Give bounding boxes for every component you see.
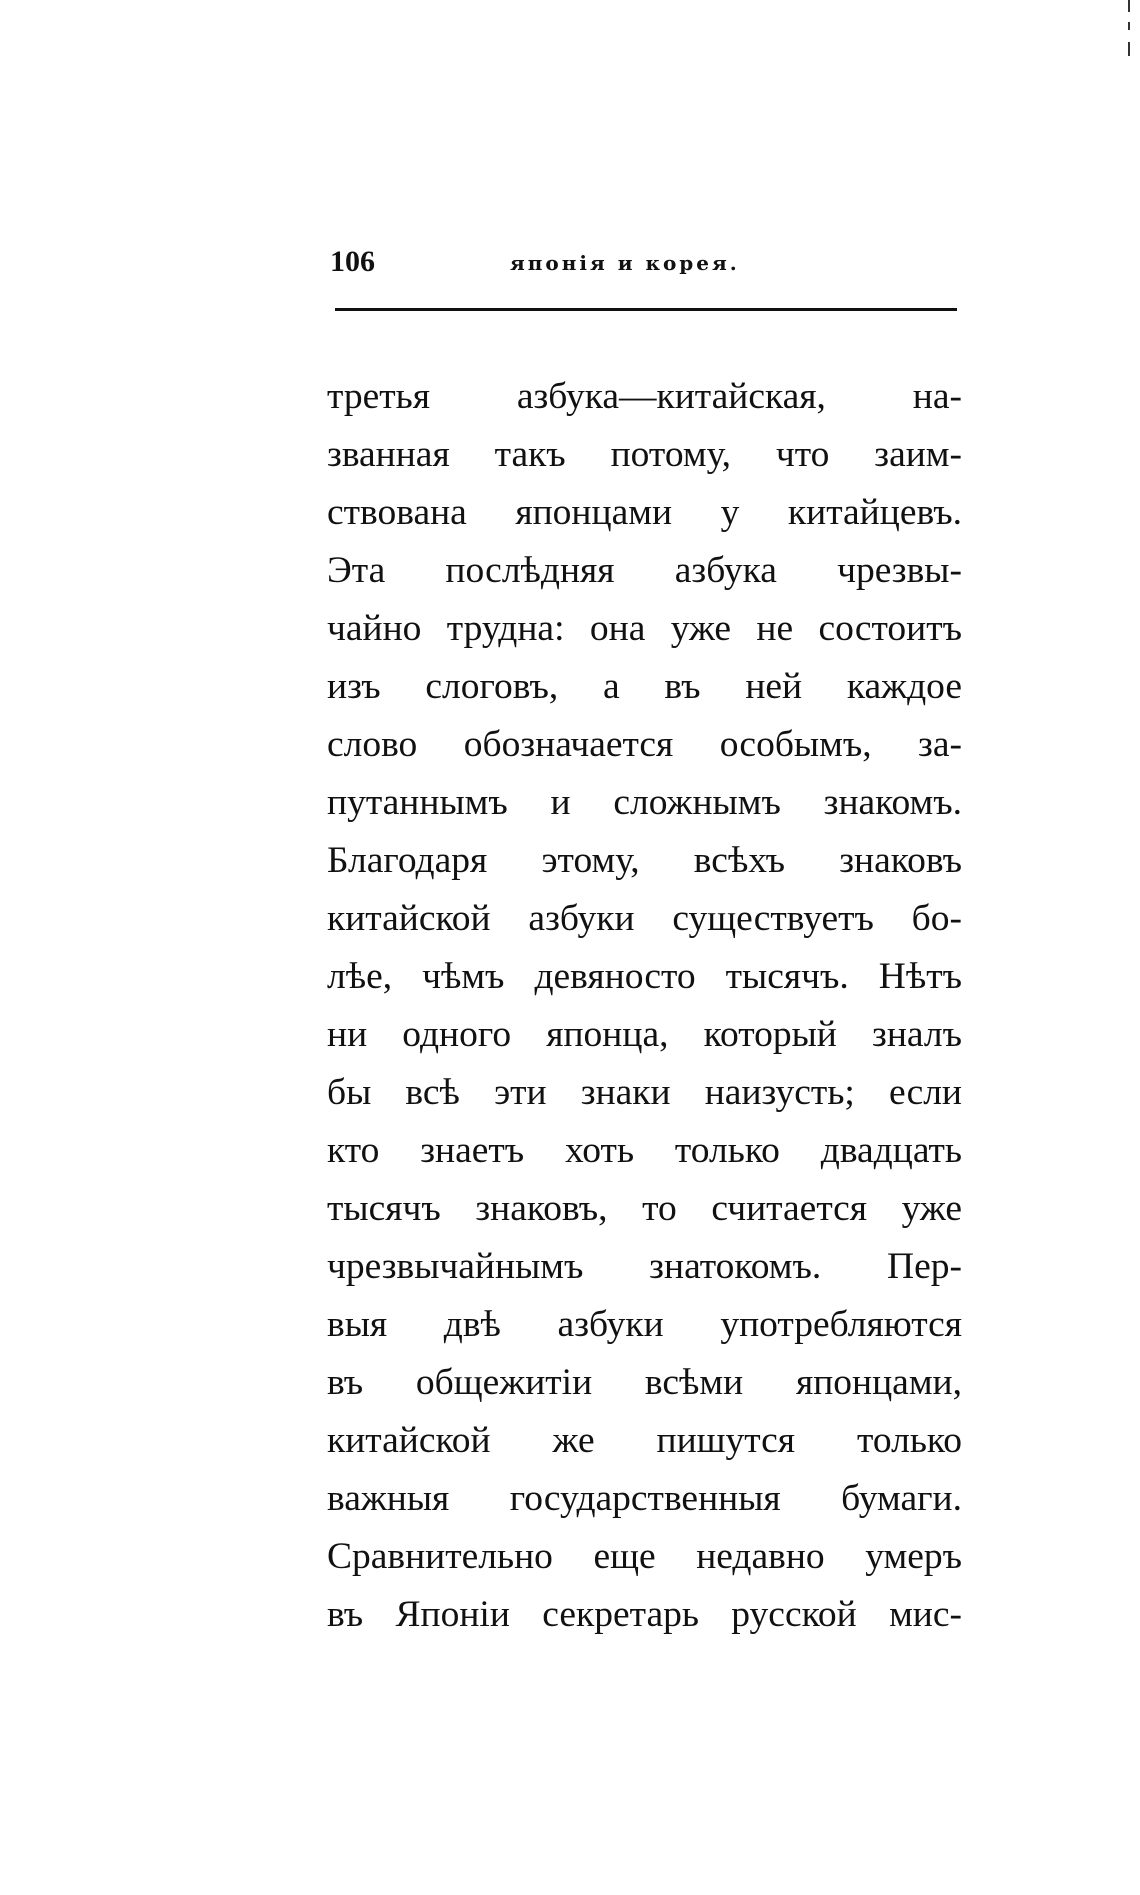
edge-marks — [1128, 0, 1132, 70]
text-line: ни одного японца, который зналъ — [327, 1014, 962, 1055]
text-line: въ Японіи секретарь русской мис- — [327, 1594, 962, 1635]
text-line: Сравнительно еще недавно умеръ — [327, 1536, 962, 1577]
text-line: китайской же пишутся только — [327, 1420, 962, 1461]
text-line: званная такъ потому, что заим- — [327, 434, 962, 475]
header-rule — [335, 308, 957, 311]
text-line: путаннымъ и сложнымъ знакомъ. — [327, 782, 962, 823]
text-line: въ общежитіи всѣми японцами, — [327, 1362, 962, 1403]
text-line: чайно трудна: она уже не состоитъ — [327, 608, 962, 649]
text-line: выя двѣ азбуки употребляются — [327, 1304, 962, 1345]
text-line: лѣе, чѣмъ девяносто тысячъ. Нѣтъ — [327, 956, 962, 997]
running-header — [330, 245, 960, 285]
page-number: 106 — [330, 245, 375, 278]
text-line: ствована японцами у китайцевъ. — [327, 492, 962, 533]
text-line: тысячъ знаковъ, то считается уже — [327, 1188, 962, 1229]
text-line: третья азбука—китайская, на- — [327, 376, 962, 417]
text-line: чрезвычайнымъ знатокомъ. Пер- — [327, 1246, 962, 1287]
text-line: китайской азбуки существуетъ бо- — [327, 898, 962, 939]
text-line: изъ слоговъ, а въ ней каждое — [327, 666, 962, 707]
text-line: Эта послѣдняя азбука чрезвы- — [327, 550, 962, 591]
body-text — [327, 368, 962, 1644]
text-line: важныя государственныя бумаги. — [327, 1478, 962, 1519]
running-title: японія и корея. — [510, 251, 740, 275]
text-line: кто знаетъ хоть только двадцать — [327, 1130, 962, 1171]
text-line: Благодаря этому, всѣхъ знаковъ — [327, 840, 962, 881]
text-line: слово обозначается особымъ, за- — [327, 724, 962, 765]
text-line: бы всѣ эти знаки наизусть; если — [327, 1072, 962, 1113]
